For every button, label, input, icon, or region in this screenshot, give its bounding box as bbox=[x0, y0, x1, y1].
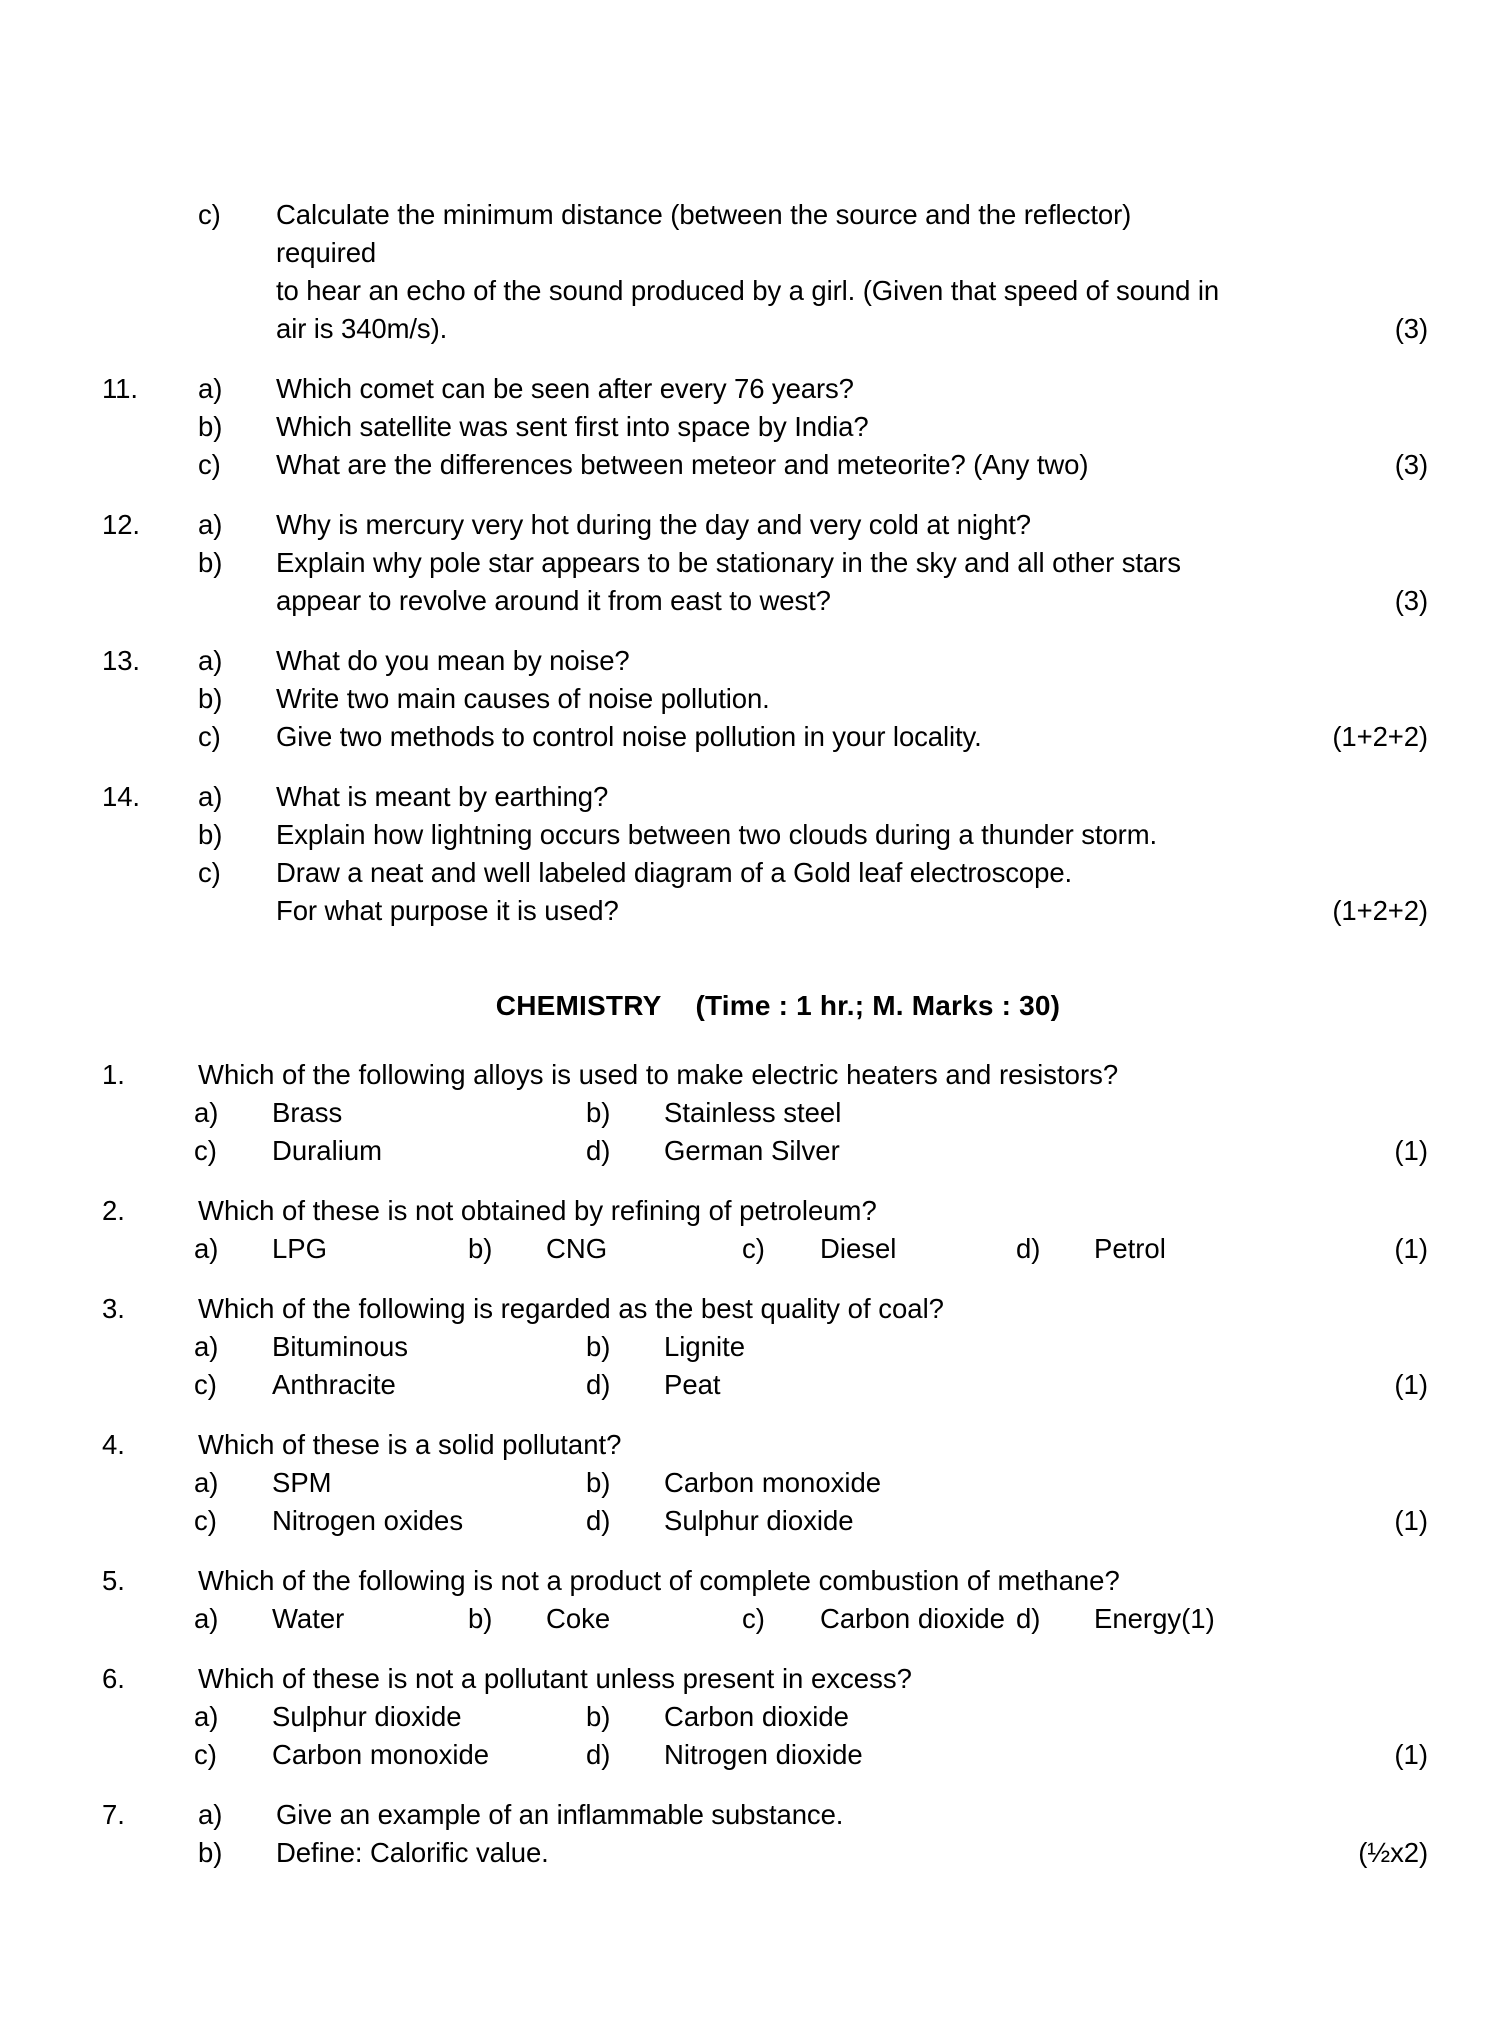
question-line bbox=[98, 234, 1428, 272]
part-label: c) bbox=[198, 449, 221, 480]
question-line bbox=[98, 778, 1428, 816]
option-value[interactable]: Sulphur dioxide bbox=[272, 1701, 462, 1732]
question-line bbox=[98, 718, 1428, 756]
option-value[interactable]: Duralium bbox=[272, 1135, 383, 1166]
question-text: Which of the following is not a product of complete combustion of methane? bbox=[198, 1565, 1120, 1596]
question-line bbox=[98, 680, 1428, 718]
part-label: b) bbox=[198, 683, 223, 714]
physics-section bbox=[98, 196, 1428, 930]
mcq-option-row bbox=[98, 1230, 1428, 1268]
option-label[interactable]: d) bbox=[586, 1505, 611, 1536]
block-spacer bbox=[98, 348, 1428, 370]
question-line bbox=[98, 854, 1428, 892]
block-spacer bbox=[98, 484, 1428, 506]
question-number: 5. bbox=[102, 1565, 125, 1596]
option-label[interactable]: c) bbox=[194, 1739, 217, 1770]
question-text: Which of these is not a pollutant unless present in excess? bbox=[198, 1663, 912, 1694]
option-value[interactable]: Peat bbox=[664, 1369, 721, 1400]
question-text: Which of the following is regarded as the best quality of coal? bbox=[198, 1293, 944, 1324]
option-label[interactable]: a) bbox=[194, 1233, 219, 1264]
part-label: b) bbox=[198, 411, 223, 442]
mcq-option-row bbox=[98, 1366, 1428, 1404]
option-value[interactable]: Petrol bbox=[1094, 1233, 1166, 1264]
option-value[interactable]: Carbon dioxide bbox=[820, 1603, 1005, 1634]
mcq-block bbox=[98, 1290, 1428, 1404]
question-block bbox=[98, 1796, 1428, 1872]
marks-value: (3) bbox=[1394, 313, 1428, 344]
part-label: a) bbox=[198, 509, 223, 540]
question-line bbox=[98, 582, 1428, 620]
part-label: a) bbox=[198, 781, 223, 812]
mcq-block bbox=[98, 1192, 1428, 1268]
question-number: 14. bbox=[102, 781, 140, 812]
option-value[interactable]: Carbon monoxide bbox=[272, 1739, 490, 1770]
option-value[interactable]: Lignite bbox=[664, 1331, 746, 1362]
mcq-option-row bbox=[98, 1328, 1428, 1366]
question-line bbox=[98, 446, 1428, 484]
question-text: Which comet can be seen after every 76 years? bbox=[276, 373, 854, 404]
question-block bbox=[98, 642, 1428, 756]
option-label[interactable]: b) bbox=[468, 1603, 493, 1634]
question-text: Give an example of an inflammable substance. bbox=[276, 1799, 844, 1830]
marks-value: (3) bbox=[1394, 585, 1428, 616]
marks-value: (1+2+2) bbox=[1332, 895, 1428, 926]
question-line bbox=[98, 408, 1428, 446]
question-line bbox=[98, 892, 1428, 930]
block-spacer bbox=[98, 1540, 1428, 1562]
option-label[interactable]: c) bbox=[194, 1369, 217, 1400]
mcq-block bbox=[98, 1562, 1428, 1638]
question-number: 12. bbox=[102, 509, 140, 540]
option-value[interactable]: Coke bbox=[546, 1603, 611, 1634]
option-label[interactable]: c) bbox=[742, 1603, 765, 1634]
option-label[interactable]: a) bbox=[194, 1701, 219, 1732]
option-value[interactable]: Diesel bbox=[820, 1233, 897, 1264]
option-value[interactable]: Brass bbox=[272, 1097, 343, 1128]
part-label: c) bbox=[198, 199, 221, 230]
question-line bbox=[98, 544, 1428, 582]
question-number: 2. bbox=[102, 1195, 125, 1226]
block-spacer bbox=[98, 1774, 1428, 1796]
question-text: Which of these is a solid pollutant? bbox=[198, 1429, 622, 1460]
question-text: What do you mean by noise? bbox=[276, 645, 630, 676]
question-text: Why is mercury very hot during the day and very cold at night? bbox=[276, 509, 1031, 540]
question-number: 11. bbox=[102, 373, 138, 404]
question-text: to hear an echo of the sound produced by a girl. (Given that speed of sound in bbox=[276, 275, 1220, 306]
question-text: Which satellite was sent first into space by India? bbox=[276, 411, 869, 442]
mcq-stem bbox=[98, 1192, 1428, 1230]
question-text: appear to revolve around it from east to west? bbox=[276, 585, 831, 616]
mcq-option-row bbox=[98, 1600, 1428, 1638]
question-text: For what purpose it is used? bbox=[276, 895, 619, 926]
question-line bbox=[98, 816, 1428, 854]
option-label[interactable]: b) bbox=[586, 1097, 611, 1128]
question-number: 6. bbox=[102, 1663, 125, 1694]
mcq-block bbox=[98, 1426, 1428, 1540]
option-value[interactable]: Nitrogen dioxide bbox=[664, 1739, 863, 1770]
part-label: b) bbox=[198, 1837, 223, 1868]
option-value[interactable]: Energy(1) bbox=[1094, 1603, 1215, 1634]
question-line bbox=[98, 1796, 1428, 1834]
option-value[interactable]: Carbon dioxide bbox=[664, 1701, 849, 1732]
marks-value: (1) bbox=[1394, 1369, 1428, 1400]
option-value[interactable]: Bituminous bbox=[272, 1331, 409, 1362]
option-value[interactable]: German Silver bbox=[664, 1135, 840, 1166]
question-number: 1. bbox=[102, 1059, 125, 1090]
question-line bbox=[98, 272, 1428, 310]
option-label[interactable]: a) bbox=[194, 1097, 219, 1128]
part-label: b) bbox=[198, 819, 223, 850]
mcq-block bbox=[98, 1056, 1428, 1170]
marks-value: (1+2+2) bbox=[1332, 721, 1428, 752]
question-line bbox=[98, 196, 1428, 234]
part-label: a) bbox=[198, 373, 223, 404]
option-label[interactable]: c) bbox=[194, 1135, 217, 1166]
option-value[interactable]: CNG bbox=[546, 1233, 608, 1264]
question-line bbox=[98, 506, 1428, 544]
marks-value: (½x2) bbox=[1358, 1837, 1428, 1868]
option-value[interactable]: Water bbox=[272, 1603, 345, 1634]
block-spacer bbox=[98, 1638, 1428, 1660]
mcq-option-row bbox=[98, 1698, 1428, 1736]
question-text: Which of the following alloys is used to make electric heaters and resistors? bbox=[198, 1059, 1119, 1090]
question-line bbox=[98, 310, 1428, 348]
part-label: a) bbox=[198, 1799, 223, 1830]
question-block bbox=[98, 778, 1428, 930]
question-text: Write two main causes of noise pollution. bbox=[276, 683, 770, 714]
question-text: Give two methods to control noise pollution in your locality. bbox=[276, 721, 982, 752]
question-number: 3. bbox=[102, 1293, 125, 1324]
block-spacer bbox=[98, 620, 1428, 642]
option-label[interactable]: c) bbox=[742, 1233, 765, 1264]
option-value[interactable]: SPM bbox=[272, 1467, 332, 1498]
option-label[interactable]: d) bbox=[1016, 1233, 1041, 1264]
question-text: Calculate the minimum distance (between the source and the reflector) bbox=[276, 199, 1132, 230]
marks-value: (3) bbox=[1394, 449, 1428, 480]
question-text: Which of these is not obtained by refining of petroleum? bbox=[198, 1195, 877, 1226]
option-label[interactable]: d) bbox=[1016, 1603, 1041, 1634]
marks-value: (1) bbox=[1394, 1505, 1428, 1536]
question-block bbox=[98, 506, 1428, 620]
option-label[interactable]: a) bbox=[194, 1603, 219, 1634]
mcq-stem bbox=[98, 1562, 1428, 1600]
option-label[interactable]: b) bbox=[586, 1331, 611, 1362]
marks-value: (1) bbox=[1394, 1739, 1428, 1770]
question-text: Explain why pole star appears to be stationary in the sky and all other stars bbox=[276, 547, 1181, 578]
marks-value: (1) bbox=[1394, 1135, 1428, 1166]
option-label[interactable]: c) bbox=[194, 1505, 217, 1536]
page-content bbox=[98, 196, 1428, 1872]
chemistry-section-heading bbox=[98, 990, 1428, 1022]
question-line bbox=[98, 1834, 1428, 1872]
option-label[interactable]: b) bbox=[468, 1233, 493, 1264]
mcq-option-row bbox=[98, 1094, 1428, 1132]
question-text: Define: Calorific value. bbox=[276, 1837, 549, 1868]
mcq-stem bbox=[98, 1660, 1428, 1698]
block-spacer bbox=[98, 1404, 1428, 1426]
option-value[interactable]: Stainless steel bbox=[664, 1097, 842, 1128]
question-number: 4. bbox=[102, 1429, 125, 1460]
option-value[interactable]: LPG bbox=[272, 1233, 328, 1264]
mcq-stem bbox=[98, 1056, 1428, 1094]
mcq-option-row bbox=[98, 1464, 1428, 1502]
chemistry-section bbox=[98, 1056, 1428, 1872]
option-label[interactable]: a) bbox=[194, 1467, 219, 1498]
part-label: c) bbox=[198, 721, 221, 752]
question-block bbox=[98, 196, 1428, 348]
marks-value: (1) bbox=[1394, 1233, 1428, 1264]
chemistry-time-marks: (Time : 1 hr.; M. Marks : 30) bbox=[695, 990, 1061, 1021]
mcq-stem bbox=[98, 1426, 1428, 1464]
question-number: 7. bbox=[102, 1799, 125, 1830]
option-label[interactable]: b) bbox=[586, 1467, 611, 1498]
mcq-option-row bbox=[98, 1736, 1428, 1774]
option-label[interactable]: d) bbox=[586, 1739, 611, 1770]
question-block bbox=[98, 370, 1428, 484]
question-text: air is 340m/s). bbox=[276, 313, 448, 344]
question-text: What are the differences between meteor and meteorite? (Any two) bbox=[276, 449, 1089, 480]
block-spacer bbox=[98, 1268, 1428, 1290]
question-line bbox=[98, 370, 1428, 408]
mcq-block bbox=[98, 1660, 1428, 1774]
question-text: Explain how lightning occurs between two clouds during a thunder storm. bbox=[276, 819, 1158, 850]
mcq-option-row bbox=[98, 1132, 1428, 1170]
option-label[interactable]: b) bbox=[586, 1701, 611, 1732]
question-text: What is meant by earthing? bbox=[276, 781, 609, 812]
option-label[interactable]: a) bbox=[194, 1331, 219, 1362]
mcq-stem bbox=[98, 1290, 1428, 1328]
option-value[interactable]: Anthracite bbox=[272, 1369, 396, 1400]
question-line bbox=[98, 642, 1428, 680]
block-spacer bbox=[98, 756, 1428, 778]
question-text: Draw a neat and well labeled diagram of a Gold leaf electroscope. bbox=[276, 857, 1073, 888]
option-value[interactable]: Carbon monoxide bbox=[664, 1467, 882, 1498]
question-text: required bbox=[276, 237, 377, 268]
option-value[interactable]: Nitrogen oxides bbox=[272, 1505, 464, 1536]
chemistry-title: CHEMISTRY bbox=[495, 990, 662, 1021]
question-number: 13. bbox=[102, 645, 140, 676]
part-label: c) bbox=[198, 857, 221, 888]
option-value[interactable]: Sulphur dioxide bbox=[664, 1505, 854, 1536]
block-spacer bbox=[98, 1170, 1428, 1192]
option-label[interactable]: d) bbox=[586, 1135, 611, 1166]
mcq-option-row bbox=[98, 1502, 1428, 1540]
part-label: b) bbox=[198, 547, 223, 578]
part-label: a) bbox=[198, 645, 223, 676]
option-label[interactable]: d) bbox=[586, 1369, 611, 1400]
